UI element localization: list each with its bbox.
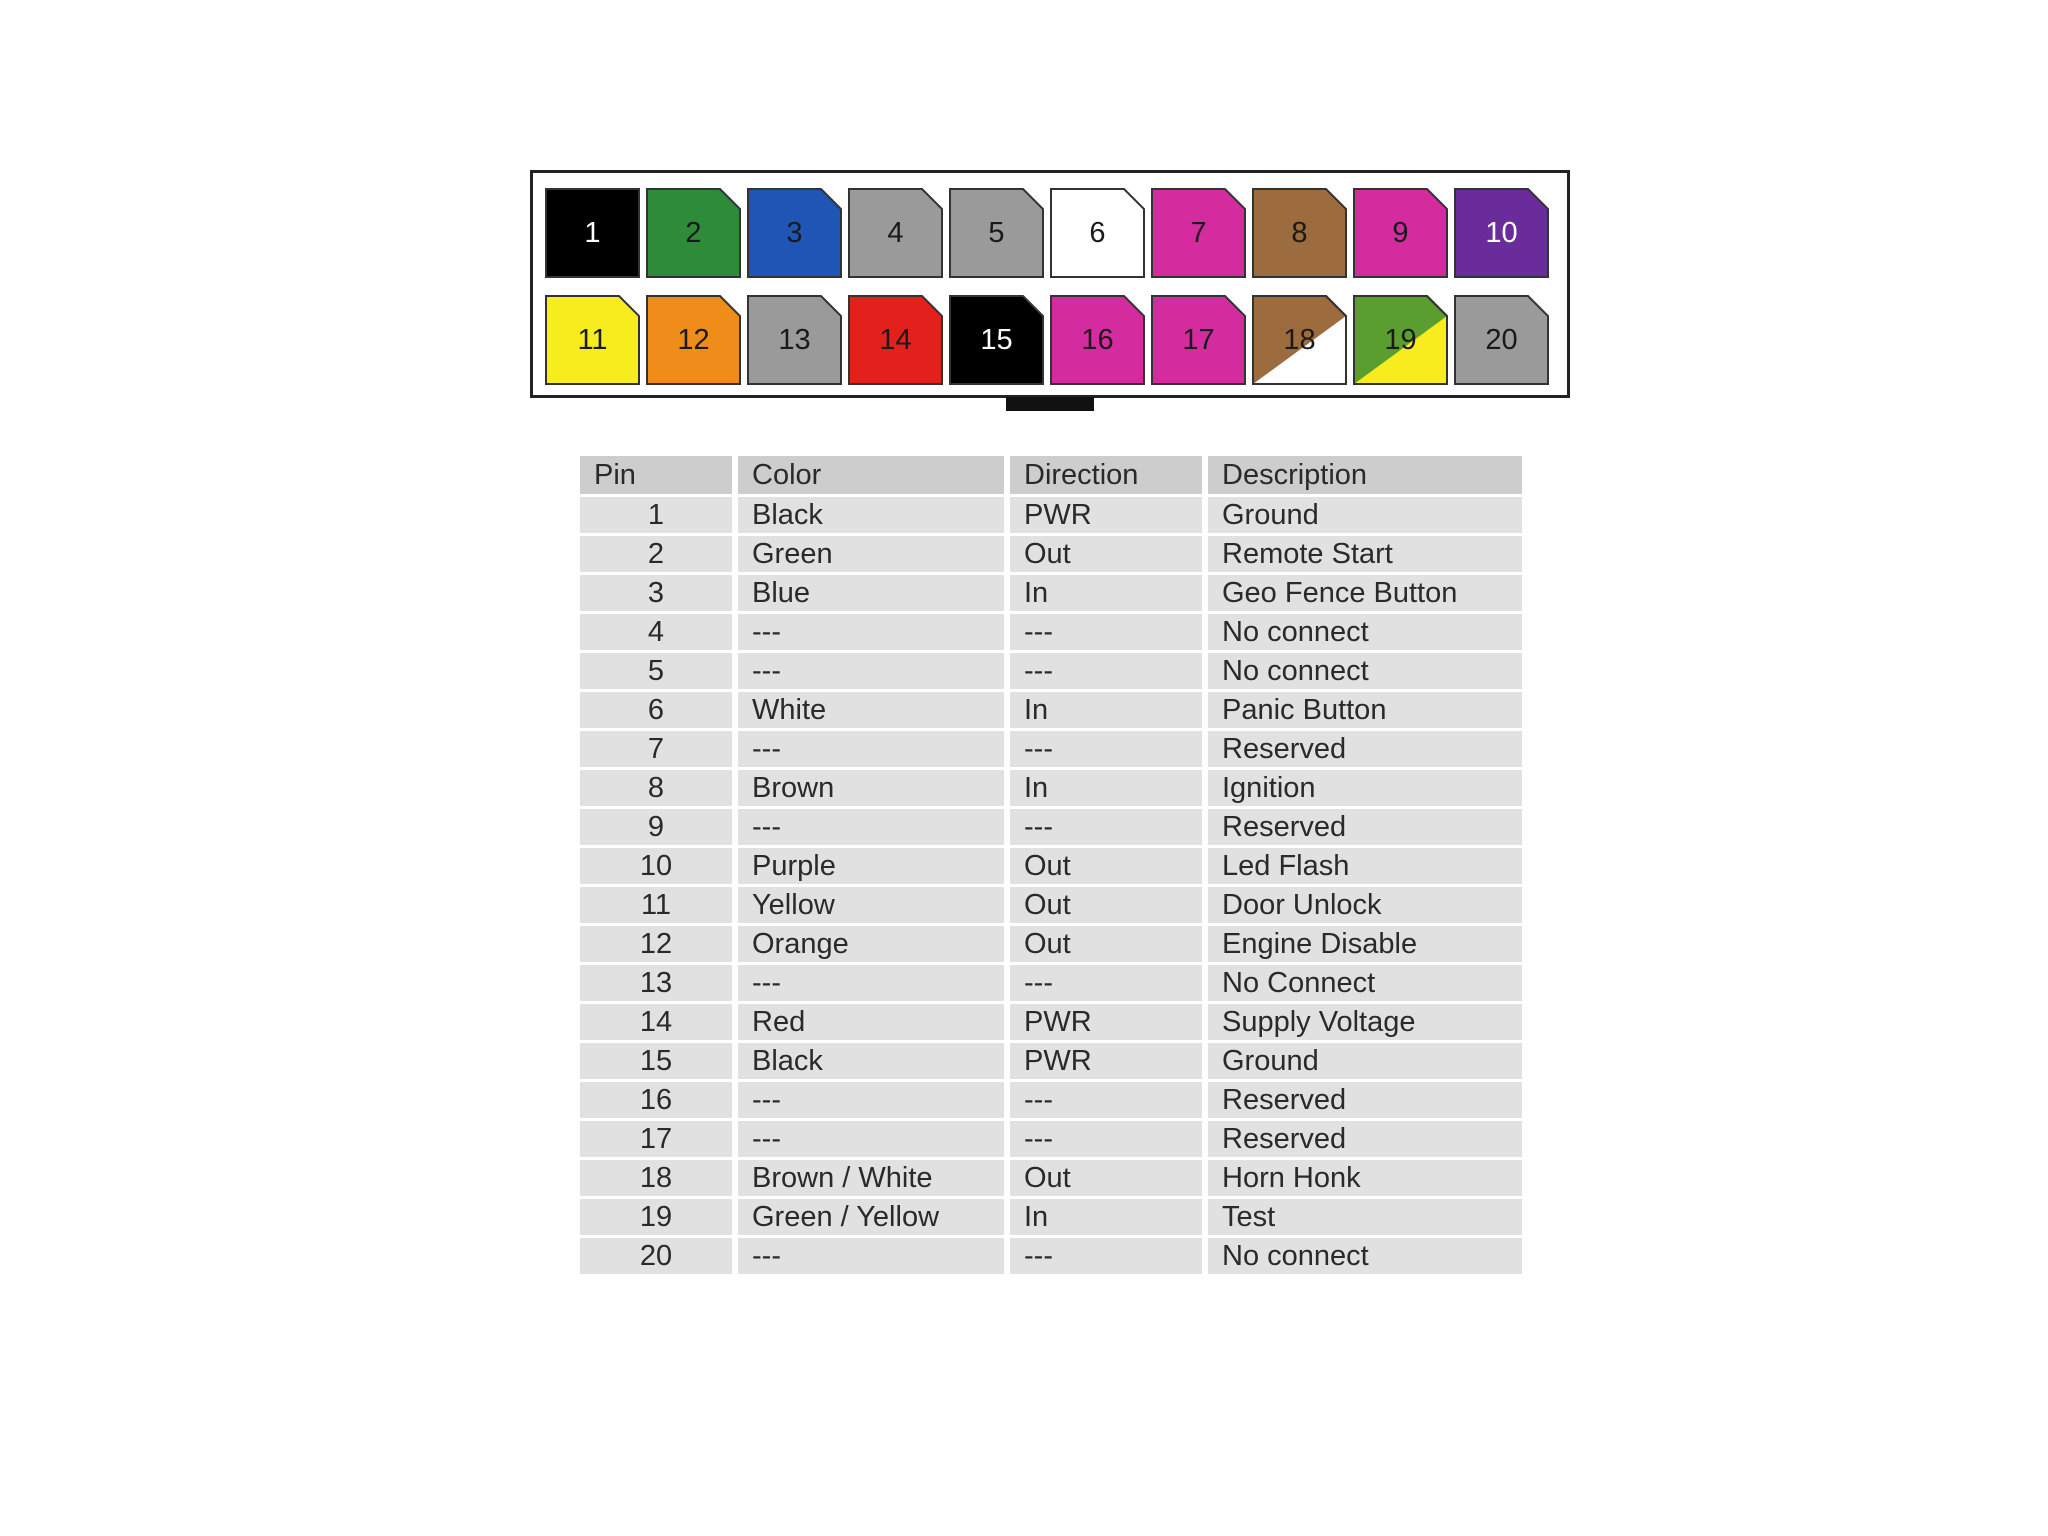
table-row — [580, 1004, 1522, 1040]
table-row — [580, 692, 1522, 728]
cell-pin: 19 — [580, 1199, 738, 1235]
connector-pin — [1151, 188, 1246, 278]
cell-color: --- — [738, 965, 1010, 1001]
cell-description: Door Unlock — [1208, 887, 1522, 923]
pin-number: 19 — [1384, 323, 1417, 356]
cell-color: Brown / White — [738, 1160, 1010, 1196]
pin-number: 18 — [1283, 323, 1316, 356]
cell-pin: 12 — [580, 926, 738, 962]
cell-color: White — [738, 692, 1010, 728]
cell-description: Reserved — [1208, 731, 1522, 767]
cell-description: Reserved — [1208, 1121, 1522, 1157]
cell-pin: 8 — [580, 770, 738, 806]
cell-color: Blue — [738, 575, 1010, 611]
table-header-row — [580, 456, 1522, 494]
connector-bottom-row — [545, 295, 1549, 385]
cell-direction: Out — [1010, 887, 1208, 923]
table-row — [580, 965, 1522, 1001]
cell-direction: PWR — [1010, 1043, 1208, 1079]
table-row — [580, 1082, 1522, 1118]
pin-number: 1 — [584, 216, 601, 249]
table-row — [580, 887, 1522, 923]
cell-color: Black — [738, 497, 1010, 533]
connector-pin — [1151, 295, 1246, 385]
pin-number: 11 — [577, 323, 608, 356]
cell-color: Red — [738, 1004, 1010, 1040]
cell-pin: 7 — [580, 731, 738, 767]
pin-number: 4 — [887, 216, 904, 249]
cell-description: Horn Honk — [1208, 1160, 1522, 1196]
cell-color: --- — [738, 614, 1010, 650]
cell-pin: 15 — [580, 1043, 738, 1079]
cell-description: Ground — [1208, 1043, 1522, 1079]
cell-direction: --- — [1010, 731, 1208, 767]
table-row — [580, 1121, 1522, 1157]
connector-pin — [747, 295, 842, 385]
table-row — [580, 575, 1522, 611]
cell-pin: 16 — [580, 1082, 738, 1118]
cell-pin: 10 — [580, 848, 738, 884]
header-color: Color — [738, 456, 1010, 494]
cell-direction: In — [1010, 575, 1208, 611]
header-description: Description — [1208, 456, 1522, 494]
table-row — [580, 809, 1522, 845]
cell-description: No connect — [1208, 1238, 1522, 1274]
cell-description: Ignition — [1208, 770, 1522, 806]
cell-direction: In — [1010, 1199, 1208, 1235]
connector-pin — [545, 188, 640, 278]
pin-number: 8 — [1291, 216, 1308, 249]
connector-pin — [1454, 188, 1549, 278]
cell-direction: --- — [1010, 1238, 1208, 1274]
cell-direction: --- — [1010, 653, 1208, 689]
connector-pin — [1252, 188, 1347, 278]
pin-number: 17 — [1182, 323, 1215, 356]
table-row — [580, 1160, 1522, 1196]
table-row — [580, 536, 1522, 572]
header-pin: Pin — [580, 456, 738, 494]
table-row — [580, 497, 1522, 533]
cell-pin: 4 — [580, 614, 738, 650]
connector-pin — [747, 188, 842, 278]
table-row — [580, 653, 1522, 689]
pin-number: 15 — [980, 323, 1013, 356]
cell-pin: 3 — [580, 575, 738, 611]
cell-description: Supply Voltage — [1208, 1004, 1522, 1040]
cell-description: Ground — [1208, 497, 1522, 533]
cell-direction: --- — [1010, 614, 1208, 650]
cell-color: Yellow — [738, 887, 1010, 923]
connector-pin — [848, 295, 943, 385]
cell-description: No connect — [1208, 653, 1522, 689]
cell-pin: 20 — [580, 1238, 738, 1274]
cell-description: No connect — [1208, 614, 1522, 650]
connector-pin — [949, 295, 1044, 385]
connector-pin — [1252, 295, 1347, 385]
cell-pin: 17 — [580, 1121, 738, 1157]
table-row — [580, 848, 1522, 884]
cell-color: --- — [738, 1121, 1010, 1157]
pin-number: 14 — [879, 323, 912, 356]
connector-pin — [1454, 295, 1549, 385]
cell-pin: 5 — [580, 653, 738, 689]
pin-number: 20 — [1485, 323, 1518, 356]
cell-pin: 14 — [580, 1004, 738, 1040]
cell-description: Remote Start — [1208, 536, 1522, 572]
cell-description: Geo Fence Button — [1208, 575, 1522, 611]
connector-pin — [848, 188, 943, 278]
cell-color: Green / Yellow — [738, 1199, 1010, 1235]
connector-pin — [949, 188, 1044, 278]
cell-color: --- — [738, 653, 1010, 689]
connector-pin — [545, 295, 640, 385]
cell-pin: 2 — [580, 536, 738, 572]
cell-color: Green — [738, 536, 1010, 572]
cell-description: Led Flash — [1208, 848, 1522, 884]
header-direction: Direction — [1010, 456, 1208, 494]
connector-pin — [1353, 188, 1448, 278]
table-row — [580, 926, 1522, 962]
connector-pin — [1353, 295, 1448, 385]
cell-color: Brown — [738, 770, 1010, 806]
pin-number: 10 — [1485, 216, 1518, 249]
cell-pin: 9 — [580, 809, 738, 845]
table-row — [580, 770, 1522, 806]
cell-direction: --- — [1010, 809, 1208, 845]
cell-direction: In — [1010, 692, 1208, 728]
cell-color: --- — [738, 1238, 1010, 1274]
cell-direction: Out — [1010, 926, 1208, 962]
table-row — [580, 614, 1522, 650]
pin-number: 16 — [1081, 323, 1114, 356]
cell-color: Purple — [738, 848, 1010, 884]
cell-color: Orange — [738, 926, 1010, 962]
connector-top-row — [545, 188, 1549, 278]
cell-direction: PWR — [1010, 1004, 1208, 1040]
cell-direction: Out — [1010, 1160, 1208, 1196]
cell-pin: 18 — [580, 1160, 738, 1196]
pin-number: 7 — [1190, 216, 1207, 249]
cell-color: --- — [738, 1082, 1010, 1118]
cell-direction: --- — [1010, 965, 1208, 1001]
pin-number: 5 — [988, 216, 1005, 249]
connector-pin — [646, 295, 741, 385]
pin-number: 9 — [1392, 216, 1409, 249]
connector-pin — [646, 188, 741, 278]
connector-latch — [1006, 397, 1094, 411]
cell-direction: In — [1010, 770, 1208, 806]
cell-pin: 6 — [580, 692, 738, 728]
pinout-table — [580, 453, 1522, 1277]
cell-description: Test — [1208, 1199, 1522, 1235]
cell-direction: --- — [1010, 1082, 1208, 1118]
cell-direction: Out — [1010, 536, 1208, 572]
table-row — [580, 1238, 1522, 1274]
table-row — [580, 1043, 1522, 1079]
cell-direction: PWR — [1010, 497, 1208, 533]
pin-number: 12 — [677, 323, 710, 356]
cell-description: Reserved — [1208, 1082, 1522, 1118]
table-row — [580, 1199, 1522, 1235]
cell-description: Panic Button — [1208, 692, 1522, 728]
cell-direction: Out — [1010, 848, 1208, 884]
cell-description: Reserved — [1208, 809, 1522, 845]
pin-number: 6 — [1089, 216, 1106, 249]
pin-number: 13 — [778, 323, 811, 356]
cell-pin: 13 — [580, 965, 738, 1001]
cell-pin: 1 — [580, 497, 738, 533]
cell-color: --- — [738, 731, 1010, 767]
pin-number: 2 — [685, 216, 702, 249]
cell-direction: --- — [1010, 1121, 1208, 1157]
cell-description: No Connect — [1208, 965, 1522, 1001]
pin-number: 3 — [786, 216, 803, 249]
cell-color: --- — [738, 809, 1010, 845]
connector-diagram — [530, 170, 1570, 398]
connector-pin — [1050, 188, 1145, 278]
cell-pin: 11 — [580, 887, 738, 923]
table-row — [580, 731, 1522, 767]
connector-pin — [1050, 295, 1145, 385]
cell-color: Black — [738, 1043, 1010, 1079]
cell-description: Engine Disable — [1208, 926, 1522, 962]
